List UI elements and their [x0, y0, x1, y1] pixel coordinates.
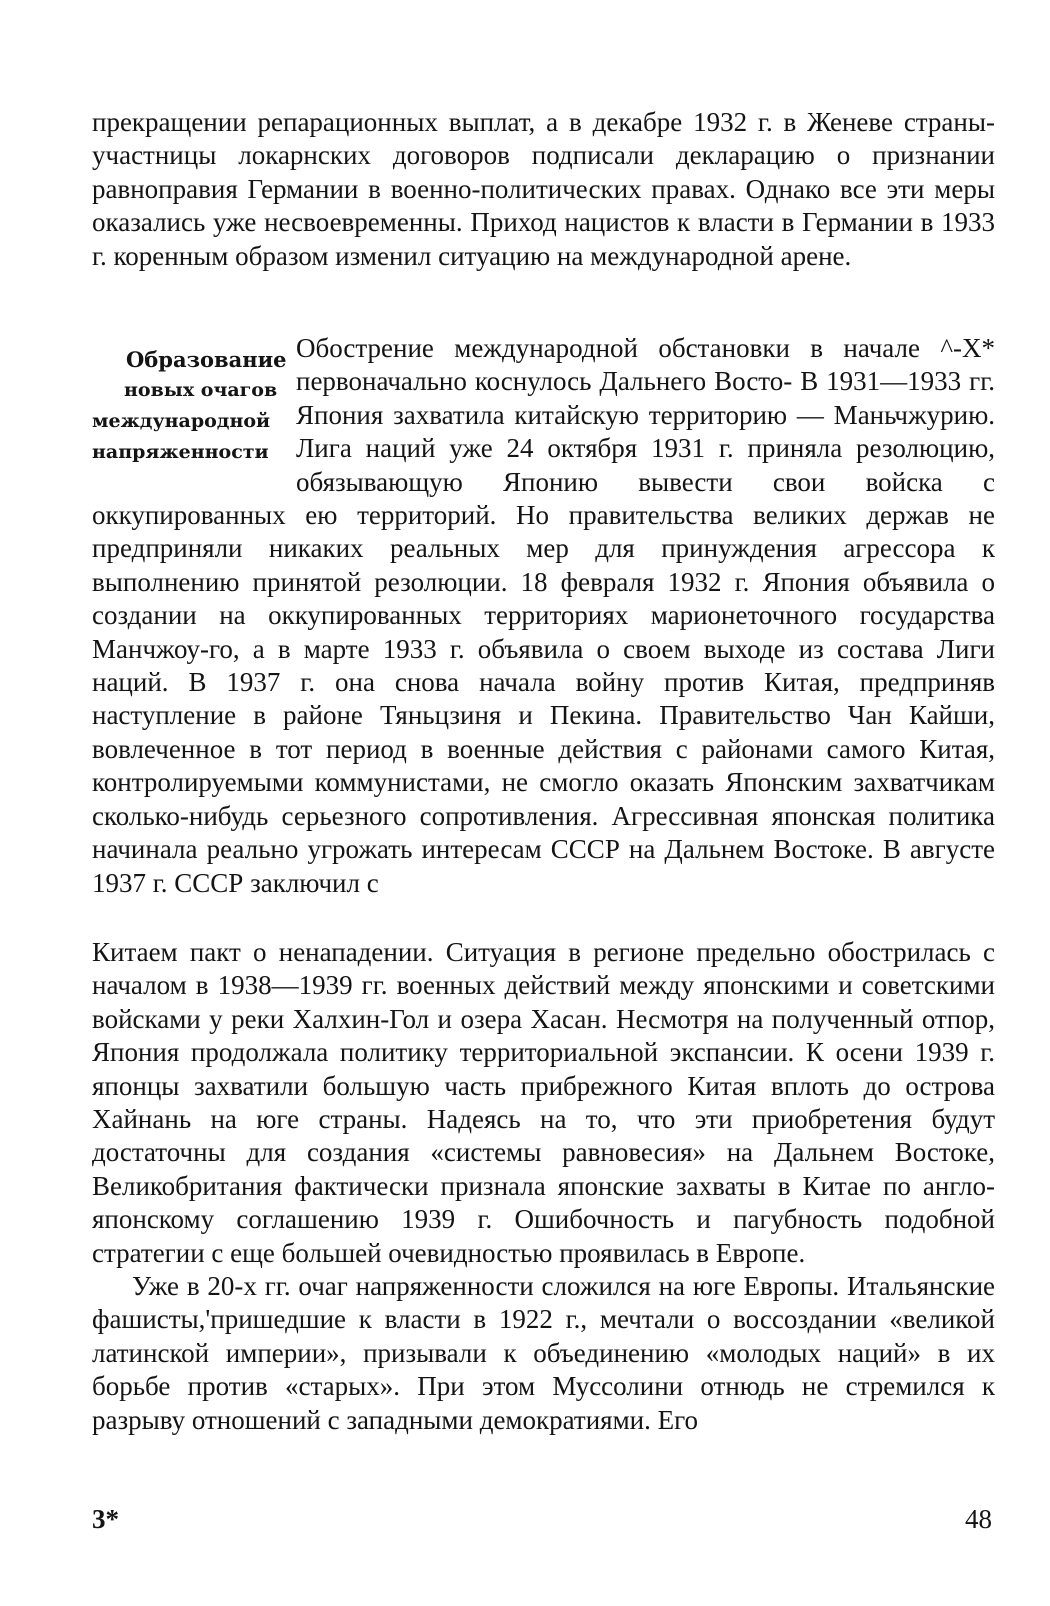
intro-text-block [92, 106, 995, 273]
side-heading-line-2: новых очагов [124, 379, 278, 401]
continuation-paragraph: Китаем пакт о ненападении. Ситуация в регионе предельно обострилась с началом в 1938—1939 гг. военных действий между японскими и советскими войсками у реки Халхин-Гол и озера Хасан. Несмотря на полученный отпор, Япония продолжала политику территориальной экспансии. К осени 1939 г. японцы захватили большую часть прибрежного Китая вплоть до острова Хайнань на юге страны. Надеясь на то, что эти приобретения будут достаточны для создания «системы равновесия» на Дальнем Востоке, Великобритания фактически признала японские захваты в Китае по англо-японскому соглашению 1939 г. Ошибочность и пагубность подобной стратегии с еще большей очевидностью проявилась в Европе. [92, 937, 995, 1268]
side-heading [92, 344, 288, 468]
printer-signature-mark: 3* [92, 1504, 119, 1534]
page-number: 48 [965, 1504, 992, 1534]
side-heading-line-4: напряженности [92, 441, 269, 463]
side-heading-line-1: Образование [126, 347, 287, 372]
side-heading-line-3: международной [92, 410, 271, 432]
section-text-block [92, 332, 995, 900]
last-paragraph: Уже в 20-х гг. очаг напряженности сложился на юге Европы. Итальянские фашисты,'пришедшие к власти в 1922 г., мечтали о воссоздании «великой латинской империи», призывали к объединению «молодых наций» в их борьбе против «старых». При этом Муссолини отнюдь не стремился к разрыву отношений с западными демократиями. Его [92, 1271, 995, 1435]
intro-paragraph: прекращении репарационных выплат, а в декабре 1932 г. в Женеве страны-участницы локарнских договоров подписали декларацию о признании равноправия Германии в военно-политических правах. Однако все эти меры оказались уже несвоевременны. Приход нацистов к власти в Германии в 1933 г. коренным образом изменил ситуацию на международной арене. [92, 107, 995, 271]
section-paragraph: Обострение международной обстановки в начале ^-X* первоначально коснулось Дальнего Восто- В 1931—1933 гг. Япония захватила китайскую территорию — Маньчжурию. Лига наций уже 24 октября 1931 г. приняла резолюцию, обязывающую Японию вывести свои войска с оккупированных ею территорий. Но правительства великих держав не предприняли никаких реальных мер для принуждения агрессора к выполнению принятой резолюции. 18 февраля 1932 г. Япония объявила о создании на оккупированных территориях марионеточного государства Манчжоу-го, а в марте 1933 г. объявила о своем выходе из состава Лиги наций. В 1937 г. она снова начала войну против Китая, предприняв наступление в районе Тяньцзиня и Пекина. Правительство Чан Кайши, вовлеченное в тот период в военные действия с районами самого Китая, контролируемыми коммунистами, не смогло оказать Японским захватчикам сколько-нибудь серьезного сопротивления. Агрессивная японская политика начинала реально угрожать интересам СССР на Дальнем Востоке. В августе 1937 г. СССР заключил с [92, 333, 995, 898]
continuation-text-block [92, 936, 995, 1437]
